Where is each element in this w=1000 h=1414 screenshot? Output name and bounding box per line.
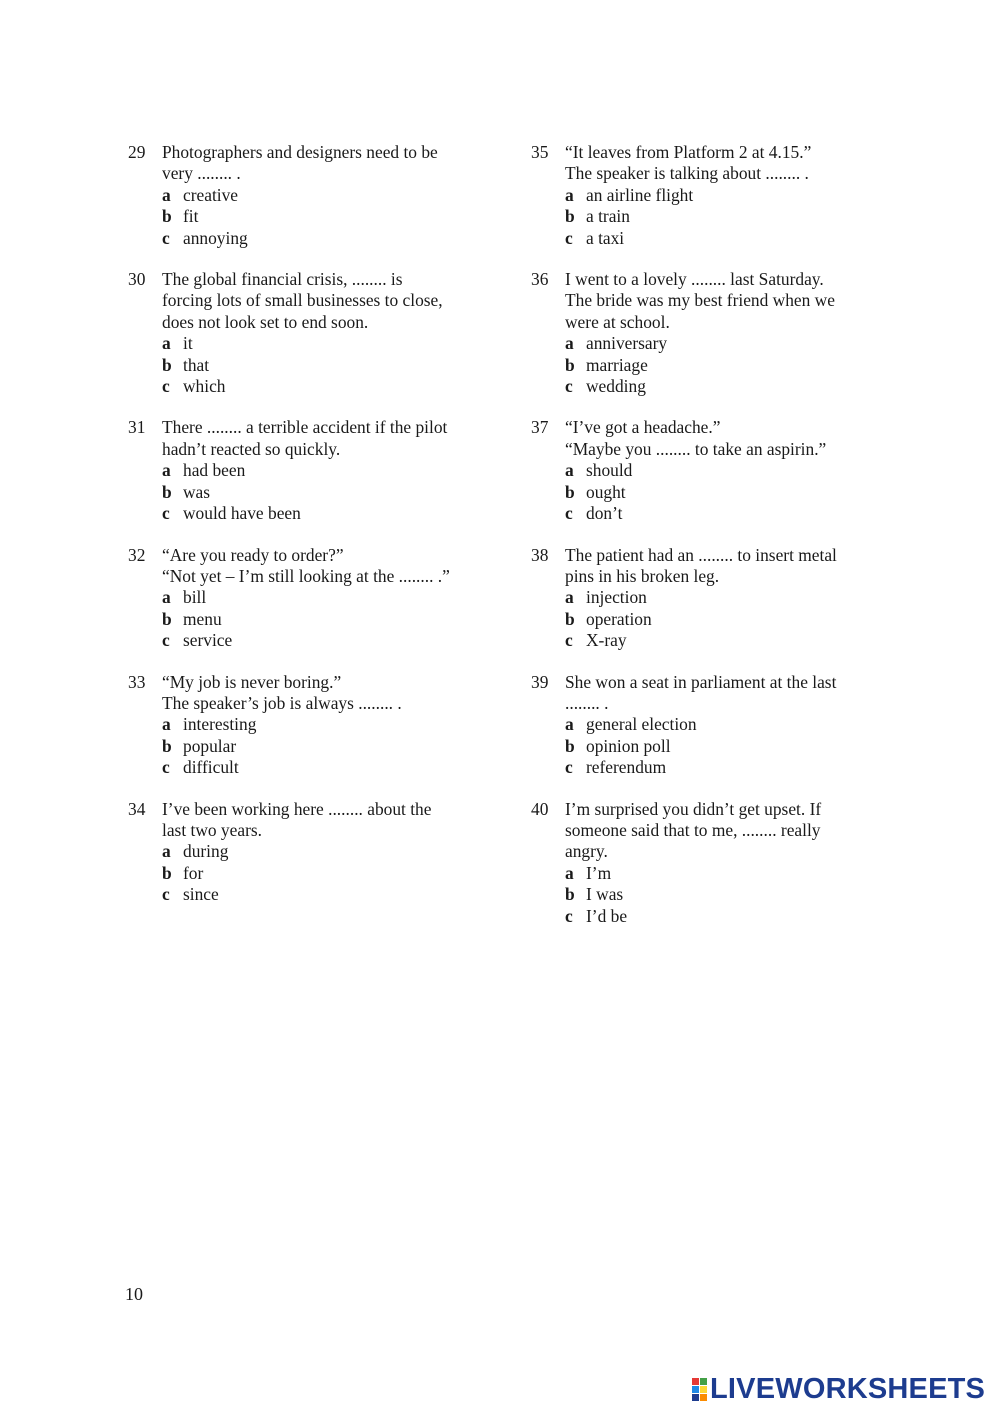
option-letter: c <box>565 630 573 651</box>
question-stem-line: The patient had an ........ to insert metal <box>565 544 837 565</box>
option-letter: a <box>162 184 171 205</box>
question-body <box>162 799 473 906</box>
logo-text: LIVEWORKSHEETS <box>710 1373 986 1405</box>
question-stem-line: I went to a lovely ........ last Saturday. <box>565 269 824 290</box>
question-body <box>565 417 876 524</box>
question-34 <box>128 799 473 906</box>
option-b <box>565 482 876 503</box>
question-stem-line: angry. <box>565 841 608 862</box>
question-body <box>565 672 876 779</box>
option-b <box>162 863 473 884</box>
option-c <box>565 376 876 397</box>
question-stem-line: “It leaves from Platform 2 at 4.15.” <box>565 142 812 162</box>
option-text: popular <box>183 735 237 756</box>
question-body <box>565 269 876 397</box>
option-letter: a <box>162 333 171 354</box>
option-text: it <box>183 333 193 354</box>
left-column <box>128 142 473 926</box>
option-text: opinion poll <box>586 735 671 756</box>
option-b <box>162 736 473 757</box>
option-text: annoying <box>183 227 248 248</box>
question-number: 30 <box>128 269 146 290</box>
option-letter: c <box>162 757 170 778</box>
option-letter: c <box>565 503 573 524</box>
option-text: service <box>183 630 233 651</box>
question-stem-line: someone said that to me, ........ really <box>565 819 821 840</box>
option-text: a train <box>586 206 630 227</box>
option-text: would have been <box>183 503 301 524</box>
right-column <box>531 142 876 947</box>
option-a <box>565 587 876 608</box>
option-letter: b <box>162 608 172 629</box>
option-text: referendum <box>586 757 667 778</box>
liveworksheets-logo <box>692 1373 985 1405</box>
question-35 <box>531 142 876 249</box>
question-stem-line: pins in his broken leg. <box>565 565 720 586</box>
question-number: 39 <box>531 671 549 692</box>
option-a <box>565 185 876 206</box>
logo-block <box>692 1386 699 1393</box>
option-text: marriage <box>586 354 648 375</box>
option-a <box>162 460 473 481</box>
question-37 <box>531 417 876 524</box>
option-text: interesting <box>183 714 257 735</box>
option-letter: b <box>162 354 172 375</box>
option-letter: c <box>162 227 170 248</box>
option-text: which <box>183 376 226 397</box>
question-stem-line: Photographers and designers need to be <box>162 142 438 162</box>
option-text: anniversary <box>586 333 668 354</box>
question-number: 37 <box>531 417 549 438</box>
question-stem-line: does not look set to end soon. <box>162 311 369 332</box>
question-body <box>162 269 473 397</box>
option-letter: c <box>565 905 573 926</box>
question-body <box>565 142 876 249</box>
option-letter: c <box>565 757 573 778</box>
question-number: 38 <box>531 544 549 565</box>
option-b <box>565 609 876 630</box>
option-text: during <box>183 841 229 862</box>
question-stem-line: The global financial crisis, ........ is <box>162 269 403 290</box>
option-b <box>162 609 473 630</box>
option-letter: b <box>162 206 172 227</box>
question-stem-line: were at school. <box>565 311 670 332</box>
option-a <box>565 460 876 481</box>
question-40 <box>531 799 876 927</box>
question-29 <box>128 142 473 249</box>
question-stem-line: The bride was my best friend when we <box>565 290 835 311</box>
question-stem-line: “Are you ready to order?” <box>162 544 344 565</box>
option-b <box>565 736 876 757</box>
option-letter: b <box>565 608 575 629</box>
logo-block <box>700 1386 707 1393</box>
option-text: menu <box>183 608 222 629</box>
option-letter: a <box>162 460 171 481</box>
option-text: injection <box>586 587 647 608</box>
option-text: operation <box>586 608 652 629</box>
question-body <box>565 545 876 652</box>
question-stem-line: I’m surprised you didn’t get upset. If <box>565 798 822 819</box>
option-c <box>565 228 876 249</box>
option-c <box>565 503 876 524</box>
question-stem-line: There ........ a terrible accident if the pilot <box>162 417 448 438</box>
question-30 <box>128 269 473 397</box>
option-text: had been <box>183 460 246 481</box>
option-text: don’t <box>586 503 623 524</box>
option-text: creative <box>183 184 239 205</box>
option-text: fit <box>183 206 199 227</box>
question-body <box>162 142 473 249</box>
option-letter: b <box>162 862 172 883</box>
option-c <box>162 630 473 651</box>
question-body <box>162 417 473 524</box>
question-number: 40 <box>531 798 549 819</box>
question-body <box>162 672 473 779</box>
question-38 <box>531 545 876 652</box>
option-text: I was <box>586 884 624 905</box>
option-c <box>162 757 473 778</box>
option-letter: b <box>565 735 575 756</box>
option-text: a taxi <box>586 227 625 248</box>
question-stem-line: The speaker’s job is always ........ . <box>162 692 402 713</box>
logo-block <box>700 1394 707 1401</box>
logo-block <box>692 1394 699 1401</box>
option-c <box>162 376 473 397</box>
question-number: 32 <box>128 544 146 565</box>
logo-block <box>700 1378 707 1385</box>
option-letter: b <box>565 884 575 905</box>
question-number: 34 <box>128 798 146 819</box>
option-text: difficult <box>183 757 239 778</box>
question-36 <box>531 269 876 397</box>
option-letter: b <box>565 354 575 375</box>
option-text: should <box>586 460 633 481</box>
question-33 <box>128 672 473 779</box>
option-c <box>162 503 473 524</box>
option-b <box>162 206 473 227</box>
question-stem-line: forcing lots of small businesses to close, <box>162 290 443 311</box>
option-text: for <box>183 862 204 883</box>
question-body <box>565 799 876 927</box>
option-c <box>565 757 876 778</box>
option-a <box>162 841 473 862</box>
option-b <box>565 206 876 227</box>
option-letter: a <box>565 333 574 354</box>
option-letter: a <box>162 841 171 862</box>
option-letter: a <box>565 862 574 883</box>
option-a <box>565 863 876 884</box>
option-text: since <box>183 884 219 905</box>
question-32 <box>128 545 473 652</box>
logo-blocks-icon <box>692 1378 707 1401</box>
option-letter: c <box>162 503 170 524</box>
option-letter: b <box>565 481 575 502</box>
option-a <box>162 333 473 354</box>
option-b <box>162 355 473 376</box>
option-text: wedding <box>586 376 646 397</box>
option-text: general election <box>586 714 697 735</box>
option-text: that <box>183 354 210 375</box>
option-b <box>565 355 876 376</box>
option-letter: b <box>565 206 575 227</box>
question-stem-line: last two years. <box>162 819 262 840</box>
question-stem-line: ........ . <box>565 692 609 713</box>
option-c <box>565 630 876 651</box>
question-number: 29 <box>128 142 146 162</box>
question-stem-line: “My job is never boring.” <box>162 671 342 692</box>
option-a <box>162 714 473 735</box>
question-body <box>162 545 473 652</box>
option-c <box>162 884 473 905</box>
question-39 <box>531 672 876 779</box>
option-letter: c <box>565 227 573 248</box>
option-a <box>162 185 473 206</box>
option-letter: a <box>162 587 171 608</box>
option-a <box>565 714 876 735</box>
option-letter: b <box>162 735 172 756</box>
option-c <box>162 228 473 249</box>
option-a <box>565 333 876 354</box>
option-text: I’d be <box>586 905 628 926</box>
option-text: bill <box>183 587 207 608</box>
option-text: ought <box>586 481 626 502</box>
question-stem-line: She won a seat in parliament at the last <box>565 671 837 692</box>
option-c <box>565 906 876 927</box>
logo-block <box>692 1378 699 1385</box>
option-letter: a <box>162 714 171 735</box>
option-letter: a <box>565 714 574 735</box>
question-number: 35 <box>531 142 549 162</box>
option-letter: a <box>565 587 574 608</box>
question-31 <box>128 417 473 524</box>
option-a <box>162 587 473 608</box>
option-letter: c <box>162 376 170 397</box>
question-stem-line: hadn’t reacted so quickly. <box>162 438 341 459</box>
question-stem-line: The speaker is talking about ........ . <box>565 163 809 184</box>
option-letter: c <box>162 884 170 905</box>
page-number: 10 <box>125 1284 143 1304</box>
question-stem-line: I’ve been working here ........ about the <box>162 798 432 819</box>
question-number: 33 <box>128 671 146 692</box>
question-number: 31 <box>128 417 146 438</box>
option-text: X-ray <box>586 630 627 651</box>
question-number: 36 <box>531 269 549 290</box>
question-stem-line: “Maybe you ........ to take an aspirin.” <box>565 438 827 459</box>
question-stem-line: very ........ . <box>162 163 241 184</box>
option-letter: a <box>565 184 574 205</box>
option-letter: c <box>162 630 170 651</box>
question-stem-line: “Not yet – I’m still looking at the ........ .” <box>162 565 450 586</box>
question-stem-line: “I’ve got a headache.” <box>565 417 721 438</box>
option-text: was <box>183 481 211 502</box>
option-b <box>565 884 876 905</box>
option-text: an airline flight <box>586 184 694 205</box>
option-text: I’m <box>586 862 612 883</box>
option-letter: a <box>565 460 574 481</box>
option-b <box>162 482 473 503</box>
option-letter: c <box>565 376 573 397</box>
option-letter: b <box>162 481 172 502</box>
